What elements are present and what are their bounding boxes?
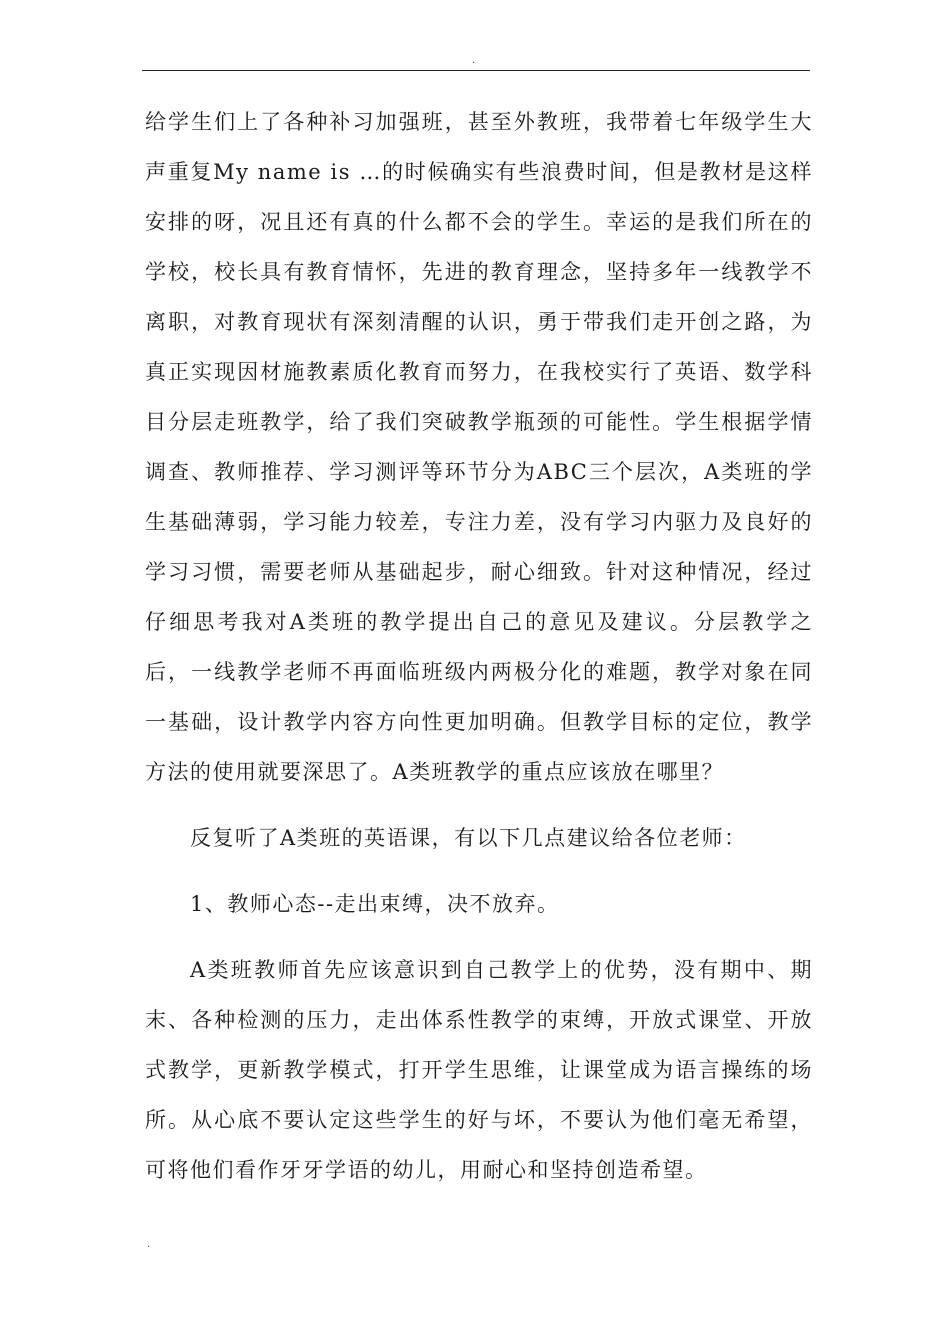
body-paragraph-2: 反复听了A类班的英语课，有以下几点建议给各位老师： <box>190 826 747 850</box>
document-body <box>145 97 813 1195</box>
header-rule <box>142 70 810 71</box>
section-heading: 1、教师心态--走出束缚，决不放弃。 <box>190 892 560 916</box>
header-marker: . <box>472 55 476 66</box>
body-paragraph-3: A类班教师首先应该意识到自己教学上的优势，没有期中、期末、各种检测的压力，走出体系性教学的束缚，开放式课堂、开放式教学，更新教学模式，打开学生思维，让课堂成为语言操练的场所。从心底不要认定这些学生的好与坏，不要认为他们毫无希望，可将他们看作牙牙学语的幼儿，用耐心和坚持创造希望。 <box>145 958 813 1182</box>
footer-marker: . <box>147 1239 151 1250</box>
body-paragraph-1: 给学生们上了各种补习加强班，甚至外教班，我带着七年级学生大声重复My name is …的时候确实有些浪费时间，但是教材是这样安排的呀，况且还有真的什么都不会的学生。幸运的是我们所在的学校，校长具有教育情怀，先进的教育理念，坚持多年一线教学不离职，对教育现状有深刻清醒的认识，勇于带我们走开创之路，为真正实现因材施教素质化教育而努力，在我校实行了英语、数学科目分层走班教学，给了我们突破教学瓶颈的可能性。学生根据学情调查、教师推荐、学习测评等环节分为ABC三个层次，A类班的学生基础薄弱，学习能力较差，专注力差，没有学习内驱力及良好的学习习惯，需要老师从基础起步，耐心细致。针对这种情况，经过仔细思考我对A类班的教学提出自己的意见及建议。分层教学之后，一线教学老师不再面临班级内两极分化的难题，教学对象在同一基础，设计教学内容方向性更加明确。但教学目标的定位，教学方法的使用就要深思了。A类班教学的重点应该放在哪里？ <box>145 110 813 784</box>
